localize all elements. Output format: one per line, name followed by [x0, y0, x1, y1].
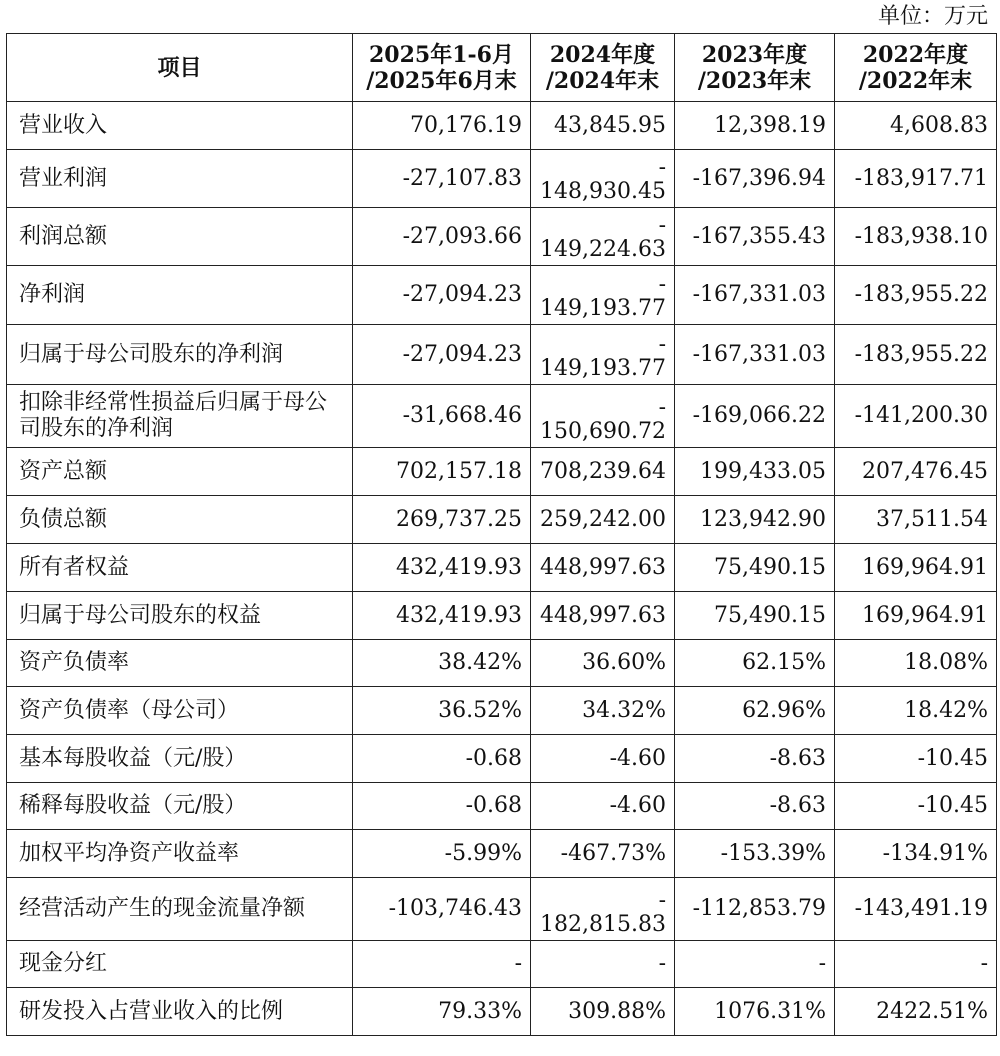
cell-value-2022: -141,200.30: [835, 385, 997, 448]
cell-value-2024: 43,845.95: [531, 102, 675, 150]
cell-value-2024: [531, 325, 675, 385]
unit-label: 单位：万元: [877, 4, 988, 29]
cell-value-2024: 448,997.63: [531, 544, 675, 592]
cell-value-2025h1: 70,176.19: [353, 102, 531, 150]
cell-value-2023: 62.15%: [675, 640, 835, 687]
header-2023: 2023年度 /2023年末: [675, 34, 835, 102]
row-label: 净利润: [7, 266, 353, 325]
cell-value-2024: 259,242.00: [531, 496, 675, 544]
cell-value-2024: 708,239.64: [531, 448, 675, 496]
table-row: [7, 208, 997, 266]
row-label: 营业利润: [7, 150, 353, 208]
cell-value-2025h1: 432,419.93: [353, 544, 531, 592]
table-row: [7, 878, 997, 941]
table-row: [7, 325, 997, 385]
cell-value-2025h1: -27,094.23: [353, 325, 531, 385]
cell-value-2023: 199,433.05: [675, 448, 835, 496]
header-row: [7, 34, 997, 102]
cell-value-2024: 448,997.63: [531, 592, 675, 640]
cell-value-2022: -134.91%: [835, 830, 997, 878]
cell-number: 148,930.45: [540, 179, 666, 204]
cell-value-2024: [531, 266, 675, 325]
cell-value-2024: -4.60: [531, 783, 675, 830]
cell-value-2022: 2422.51%: [835, 988, 997, 1036]
financial-table: [6, 33, 997, 1036]
row-label: 利润总额: [7, 208, 353, 266]
cell-value-2025h1: 79.33%: [353, 988, 531, 1036]
table-row: [7, 783, 997, 830]
cell-value-2025h1: -: [353, 941, 531, 988]
cell-value-2022: -183,938.10: [835, 208, 997, 266]
cell-value-2025h1: 269,737.25: [353, 496, 531, 544]
cell-value-2023: -167,331.03: [675, 325, 835, 385]
row-label: 研发投入占营业收入的比例: [7, 988, 353, 1036]
table-row: [7, 640, 997, 687]
table-row: [7, 592, 997, 640]
cell-value-2024: [531, 878, 675, 941]
cell-value-2022: -183,917.71: [835, 150, 997, 208]
cell-value-2025h1: -0.68: [353, 735, 531, 783]
cell-value-2023: 1076.31%: [675, 988, 835, 1036]
cell-value-2022: -10.45: [835, 783, 997, 830]
row-label: 稀释每股收益（元/股）: [7, 783, 353, 830]
cell-value-2023: -153.39%: [675, 830, 835, 878]
row-label: 资产负债率: [7, 640, 353, 687]
cell-value-2025h1: -103,746.43: [353, 878, 531, 941]
cell-value-2022: 207,476.45: [835, 448, 997, 496]
cell-value-2024: 34.32%: [531, 687, 675, 735]
cell-value-2025h1: -5.99%: [353, 830, 531, 878]
cell-value-2023: -167,355.43: [675, 208, 835, 266]
row-label: 归属于母公司股东的净利润: [7, 325, 353, 385]
table-row: [7, 988, 997, 1036]
header-2024: 2024年度 /2024年末: [531, 34, 675, 102]
table-row: [7, 941, 997, 988]
row-label: 加权平均净资产收益率: [7, 830, 353, 878]
row-label: 现金分红: [7, 941, 353, 988]
cell-value-2024: -467.73%: [531, 830, 675, 878]
row-label: 资产负债率（母公司）: [7, 687, 353, 735]
cell-value-2025h1: 38.42%: [353, 640, 531, 687]
row-label: 基本每股收益（元/股）: [7, 735, 353, 783]
cell-value-2022: 37,511.54: [835, 496, 997, 544]
row-label: 资产总额: [7, 448, 353, 496]
cell-value-2022: -183,955.22: [835, 325, 997, 385]
cell-value-2023: -169,066.22: [675, 385, 835, 448]
header-item: 项目: [7, 34, 353, 102]
table-row: [7, 385, 997, 448]
cell-value-2023: -8.63: [675, 735, 835, 783]
cell-value-2022: 18.08%: [835, 640, 997, 687]
cell-value-2024: 309.88%: [531, 988, 675, 1036]
cell-value-2025h1: -27,107.83: [353, 150, 531, 208]
cell-value-2024: [531, 208, 675, 266]
table-row: [7, 102, 997, 150]
table-row: [7, 496, 997, 544]
minus-sign: -: [658, 332, 666, 357]
cell-value-2025h1: 36.52%: [353, 687, 531, 735]
cell-value-2023: 12,398.19: [675, 102, 835, 150]
cell-value-2024: -4.60: [531, 735, 675, 783]
table-row: [7, 266, 997, 325]
cell-value-2024: [531, 150, 675, 208]
row-label: 负债总额: [7, 496, 353, 544]
cell-value-2024: -: [531, 941, 675, 988]
row-label: 归属于母公司股东的权益: [7, 592, 353, 640]
cell-value-2022: -10.45: [835, 735, 997, 783]
cell-value-2022: 4,608.83: [835, 102, 997, 150]
cell-number: 149,193.77: [540, 356, 666, 381]
cell-value-2023: -167,396.94: [675, 150, 835, 208]
table-row: [7, 544, 997, 592]
header-2022: 2022年度 /2022年末: [835, 34, 997, 102]
cell-value-2023: 62.96%: [675, 687, 835, 735]
cell-value-2022: -: [835, 941, 997, 988]
row-label: 经营活动产生的现金流量净额: [7, 878, 353, 941]
minus-sign: -: [658, 395, 666, 420]
header-2025h1: 2025年1-6月 /2025年6月末: [353, 34, 531, 102]
cell-value-2022: 18.42%: [835, 687, 997, 735]
cell-number: 182,815.83: [540, 912, 666, 937]
cell-value-2023: -112,853.79: [675, 878, 835, 941]
cell-value-2024: 36.60%: [531, 640, 675, 687]
table-row: [7, 830, 997, 878]
table-row: [7, 735, 997, 783]
cell-value-2023: -: [675, 941, 835, 988]
row-label: 营业收入: [7, 102, 353, 150]
table-row: [7, 150, 997, 208]
cell-value-2022: 169,964.91: [835, 544, 997, 592]
cell-value-2024: [531, 385, 675, 448]
minus-sign: -: [658, 155, 666, 180]
cell-value-2025h1: -31,668.46: [353, 385, 531, 448]
row-label: 扣除非经常性损益后归属于母公司股东的净利润: [7, 385, 353, 448]
cell-value-2023: 75,490.15: [675, 544, 835, 592]
cell-value-2022: -183,955.22: [835, 266, 997, 325]
minus-sign: -: [658, 272, 666, 297]
cell-value-2025h1: -27,093.66: [353, 208, 531, 266]
minus-sign: -: [658, 213, 666, 238]
table-row: [7, 448, 997, 496]
cell-value-2023: -167,331.03: [675, 266, 835, 325]
cell-value-2025h1: -27,094.23: [353, 266, 531, 325]
cell-number: 149,193.77: [540, 296, 666, 321]
table-row: [7, 687, 997, 735]
cell-value-2023: 123,942.90: [675, 496, 835, 544]
cell-value-2023: -8.63: [675, 783, 835, 830]
minus-sign: -: [658, 888, 666, 913]
cell-value-2022: -143,491.19: [835, 878, 997, 941]
row-label: 所有者权益: [7, 544, 353, 592]
cell-number: 150,690.72: [540, 419, 666, 444]
cell-number: 149,224.63: [540, 237, 666, 262]
cell-value-2025h1: -0.68: [353, 783, 531, 830]
cell-value-2022: 169,964.91: [835, 592, 997, 640]
cell-value-2025h1: 702,157.18: [353, 448, 531, 496]
cell-value-2025h1: 432,419.93: [353, 592, 531, 640]
cell-value-2023: 75,490.15: [675, 592, 835, 640]
